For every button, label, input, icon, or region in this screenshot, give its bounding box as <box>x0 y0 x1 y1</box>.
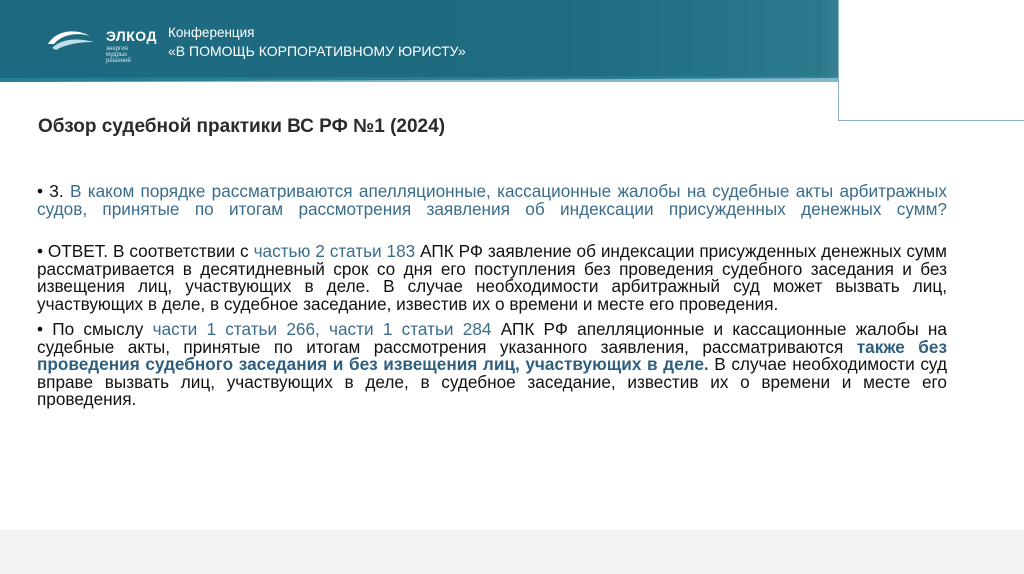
conference-label: Конференция <box>168 25 255 40</box>
slide-title: Обзор судебной практики ВС РФ №1 (2024) <box>38 116 446 137</box>
question-text: В каком порядке рассматриваются апелляционные, кассационные жалобы на судебные акты арбитражных судов, принятые по итогам рассмотрения заявления об индексации присужденных денежных сумм? <box>37 181 947 219</box>
conference-name: «В ПОМОЩЬ КОРПОРАТИВНОМУ ЮРИСТУ» <box>168 43 466 59</box>
answer-text-rest: АПК РФ заявление об индексации присужденных денежных сумм рассматривается в десятидневный срок со дня его поступления без проведения судебного заседания и без извещения лиц, участвующих в деле. В случае необходимости арбитражный суд может вызвать лиц, участвующих в деле, в судебное заседание, известив их о времени и месте его проведения. <box>37 241 947 314</box>
logo-text: ЭЛКОД <box>106 28 157 44</box>
appeal-paragraph <box>37 321 947 409</box>
conference-title <box>168 23 466 61</box>
law-reference-link[interactable]: частью 2 статьи 183 <box>253 241 416 261</box>
appeal-emphasis: также без проведения судебного заседания и без извещения лиц, участвующих в деле. <box>37 336 947 374</box>
logo-tagline: энергия мудрых решений <box>106 46 131 64</box>
answer-paragraph <box>37 243 947 313</box>
appeal-text-start: • По смыслу <box>37 319 153 339</box>
logo-swoosh-icon <box>42 24 100 58</box>
answer-text-start: • ОТВЕТ. В соответствии с <box>37 241 254 261</box>
footer-band <box>0 530 1024 574</box>
question-number: • 3. <box>37 181 70 201</box>
corner-panel <box>838 0 1024 121</box>
appeal-text-end: В случае необходимости суд вправе вызвать лиц, участвующих в деле, в судебное заседание, известив их о времени и месте его проведения. <box>37 354 947 409</box>
appeal-text-middle: АПК РФ апелляционные и кассационные жалобы на судебные акты, принятые по итогам рассмотрения указанного заявления, рассматриваются <box>37 319 947 357</box>
slide-body <box>37 183 947 409</box>
elkod-logo <box>42 24 157 64</box>
question-paragraph <box>37 183 947 218</box>
law-reference-link[interactable]: части 1 статьи 266, части 1 статьи 284 <box>152 319 492 339</box>
